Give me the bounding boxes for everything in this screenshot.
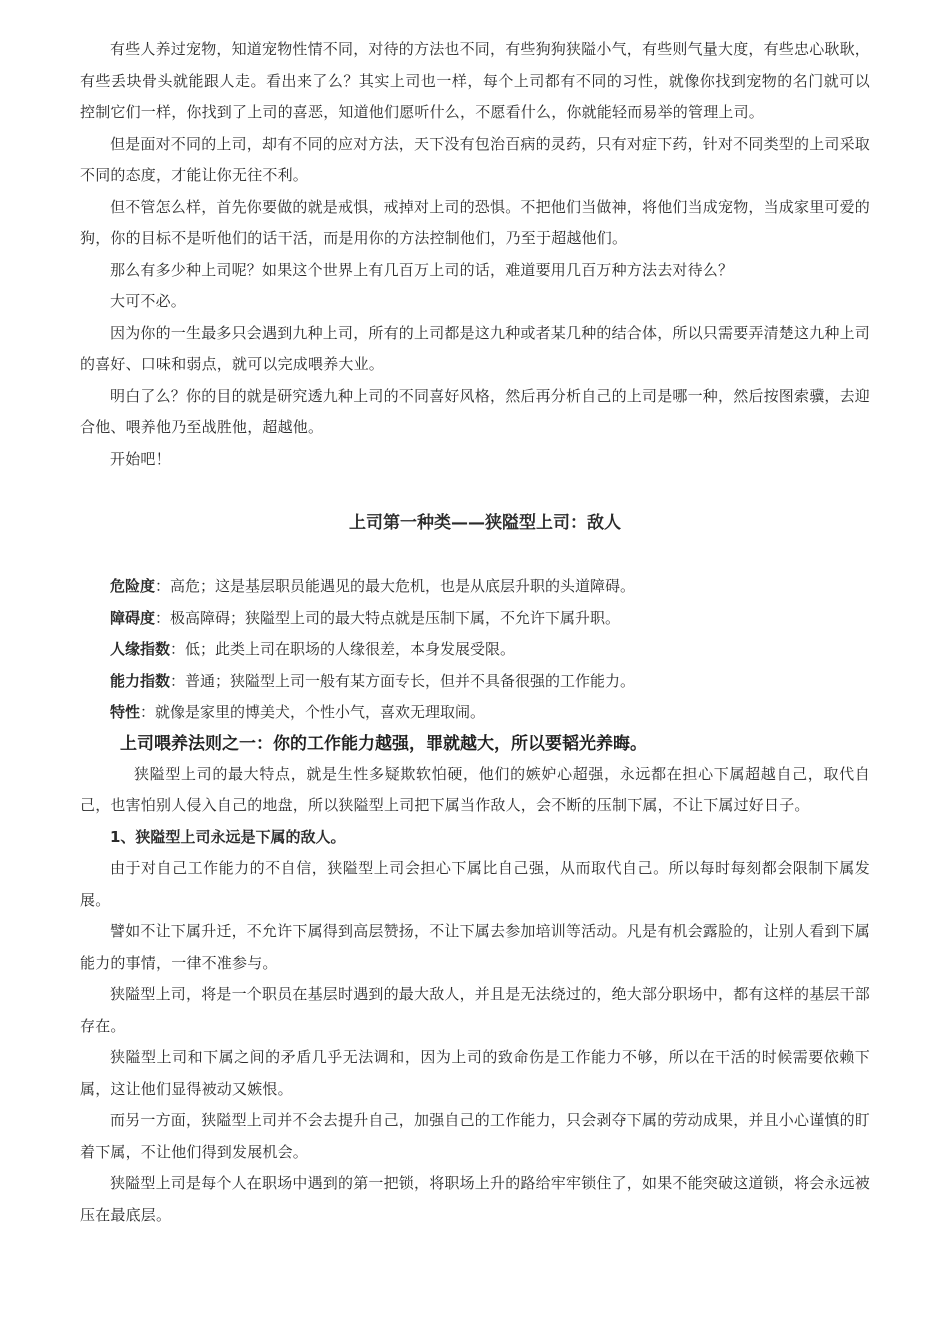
body-paragraph: 狭隘型上司和下属之间的矛盾几乎无法调和，因为上司的致命伤是工作能力不够，所以在干活的时候需要依赖下属，这让他们显得被动又嫉恨。 — [80, 1048, 870, 1098]
attribute-popularity — [80, 634, 870, 666]
attribute-danger — [80, 571, 870, 603]
attribute-label: 人缘指数 — [110, 640, 171, 658]
attribute-text: ：极高障碍；狭隘型上司的最大特点就是压制下属，不允许下属升职。 — [155, 608, 621, 627]
rule-heading: 上司喂养法则之一：你的工作能力越强，罪就越大，所以要韬光养晦。 — [120, 733, 647, 754]
attribute-label: 能力指数 — [110, 671, 171, 690]
attribute-text: ：普通；狭隘型上司一般有某方面专长，但并不具备很强的工作能力。 — [170, 671, 636, 690]
attribute-text: ：高危；这是基层职员能遇见的最大危机，也是从底层升职的头道障碍。 — [155, 577, 636, 595]
attribute-label: 障碍度 — [110, 608, 156, 627]
attribute-label: 特性 — [110, 703, 141, 721]
body-paragraph: 而另一方面，狭隘型上司并不会去提升自己，加强自己的工作能力，只会剥夺下属的劳动成果，并且小心谨慎的盯着下属，不让他们得到发展机会。 — [80, 1111, 871, 1161]
attribute-label: 危险度 — [110, 577, 156, 595]
attribute-obstacle — [80, 603, 870, 635]
intro-paragraph: 但不管怎么样，首先你要做的就是戒惧，戒掉对上司的恐惧。不把他们当做神，将他们当成宠物，当成家里可爱的狗，你的目标不是听他们的话干活，而是用你的方法控制他们，乃至于超越他们。 — [80, 197, 871, 247]
body-paragraph: 由于对自己工作能力的不自信，狭隘型上司会担心下属比自己强，从而取代自己。所以每时每刻都会限制下属发展。 — [80, 859, 870, 909]
attribute-text: ：低；此类上司在职场的人缘很差，本身发展受限。 — [170, 640, 516, 658]
body-paragraph: 譬如不让下属升迁，不允许下属得到高层赞扬，不让下属去参加培训等活动。凡是有机会露脸的，让别人看到下属能力的事情，一律不准参与。 — [80, 922, 871, 972]
intro-paragraph: 那么有多少种上司呢？如果这个世界上有几百万上司的话，难道要用几百万种方法去对待么？ — [110, 260, 734, 279]
intro-paragraph: 开始吧！ — [110, 449, 171, 468]
attribute-text: ：就像是家里的博美犬，个性小气，喜欢无理取闹。 — [140, 703, 486, 721]
document-page — [80, 34, 870, 1231]
section-title: 上司第一种类——狭隘型上司：敌人 — [349, 513, 621, 533]
attribute-ability — [80, 666, 870, 698]
body-paragraph: 狭隘型上司，将是一个职员在基层时遇到的最大敌人，并且是无法绕过的，绝大部分职场中，都有这样的基层干部存在。 — [80, 985, 871, 1035]
attribute-trait — [80, 697, 870, 729]
body-paragraph: 狭隘型上司是每个人在职场中遇到的第一把锁，将职场上升的路给牢牢锁住了，如果不能突破这道锁，将会永远被压在最底层。 — [80, 1174, 871, 1224]
intro-paragraph: 大可不必。 — [110, 292, 187, 310]
intro-paragraph: 但是面对不同的上司，却有不同的应对方法，天下没有包治百病的灵药，只有对症下药，针对不同类型的上司采取不同的态度，才能让你无往不利。 — [80, 134, 871, 184]
intro-paragraph: 有些人养过宠物，知道宠物性情不同，对待的方法也不同，有些狗狗狭隘小气，有些则气量大度，有些忠心耿耿，有些丢块骨头就能跟人走。看出来了么？其实上司也一样，每个上司都有不同的习性，就像你找到宠物的名门就可以控制它们一样，你找到了上司的喜恶，知道他们愿听什么，不愿看什么，你就能轻而易举的管理上司。 — [80, 40, 871, 121]
intro-paragraph: 明白了么？你的目的就是研究透九种上司的不同喜好风格，然后再分析自己的上司是哪一种，然后按图索骥，去迎合他、喂养他乃至战胜他，超越他。 — [80, 386, 871, 436]
sub-heading: 1、狭隘型上司永远是下属的敌人。 — [110, 827, 346, 846]
rule-intro-paragraph: 狭隘型上司的最大特点，就是生性多疑欺软怕硬，他们的嫉妒心超强，永远都在担心下属超越自己，取代自己，也害怕别人侵入自己的地盘，所以狭隘型上司把下属当作敌人，会不断的压制下属，不让下属过好日子。 — [80, 764, 870, 814]
intro-paragraph: 因为你的一生最多只会遇到九种上司，所有的上司都是这九种或者某几种的结合体，所以只需要弄清楚这九种上司的喜好、口味和弱点，就可以完成喂养大业。 — [80, 323, 871, 373]
